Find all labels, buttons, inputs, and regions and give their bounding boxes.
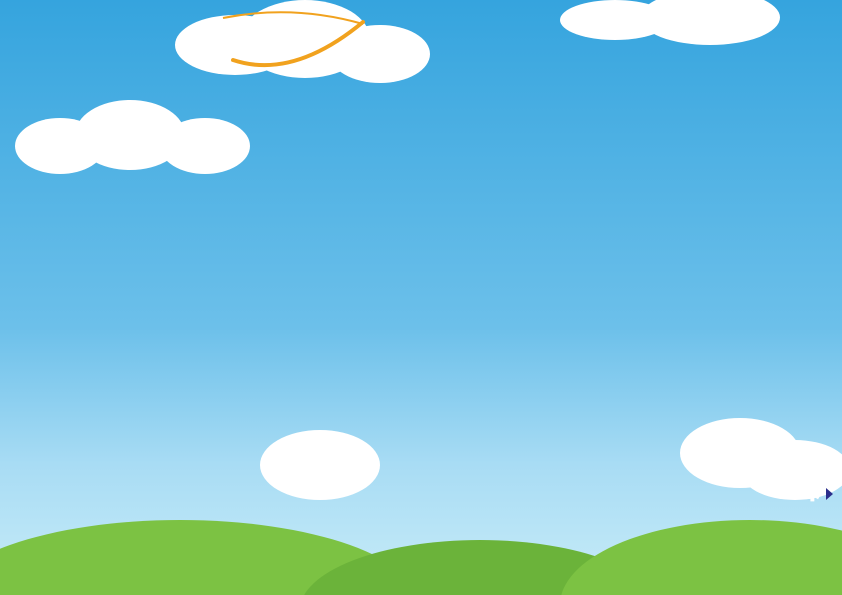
arrow-right-icon[interactable] — [826, 488, 833, 500]
logo — [213, 8, 373, 78]
asterisk-icon: ✱ — [804, 484, 821, 506]
day2-heading — [655, 14, 809, 15]
